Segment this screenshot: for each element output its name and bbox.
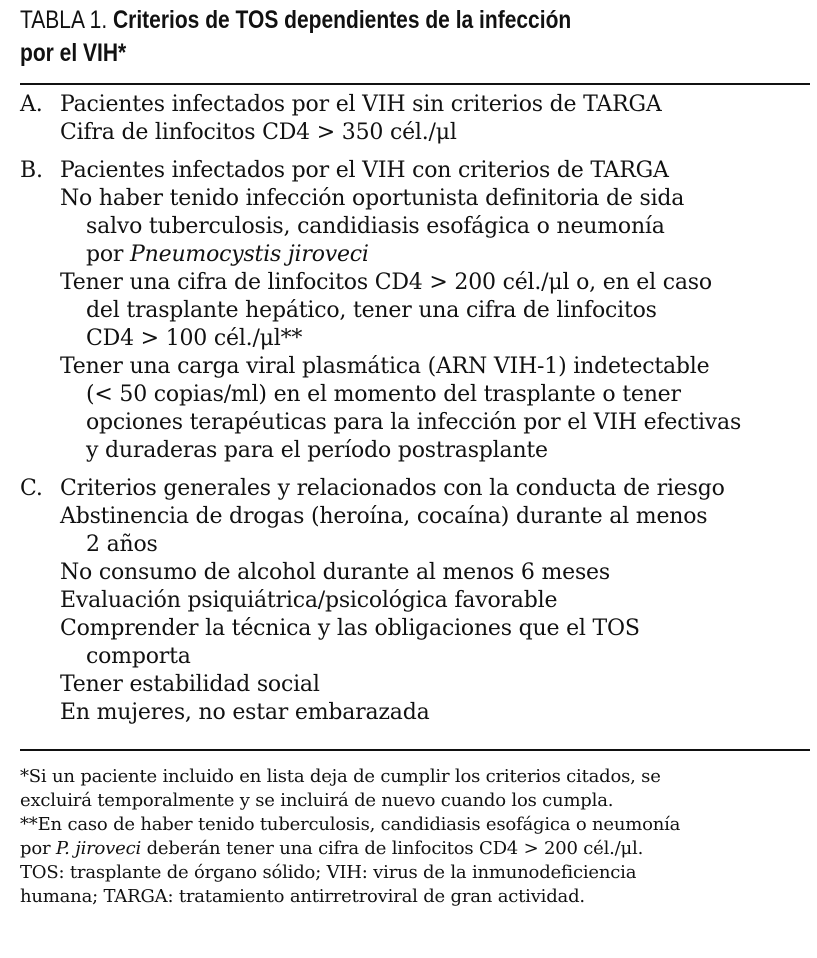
footnote-2-line2 — [20, 837, 810, 861]
section-a — [20, 91, 810, 147]
footnote-1-line1: *Si un paciente incluido en lista deja de cumplir los criterios citados, se — [20, 766, 661, 787]
item-line: CD4 > 100 cél./μl** — [86, 326, 303, 351]
section-c — [20, 475, 810, 727]
item-text: Evaluación psiquiátrica/psicológica favorable — [60, 588, 558, 613]
item-line: opciones terapéuticas para la infección por el VIH efectivas — [86, 410, 742, 435]
table-document — [20, 4, 810, 909]
footnote-2-post: deberán tener una cifra de linfocitos CD4 > 200 cél./μl. — [141, 838, 644, 859]
bottom-rule — [20, 749, 810, 751]
item-text: No consumo de alcohol durante al menos 6 meses — [60, 560, 610, 585]
item-line: Comprender la técnica y las obligaciones que el TOS — [60, 616, 640, 641]
table-title — [20, 4, 810, 70]
section-a-item-1 — [20, 119, 810, 147]
section-b-heading: Pacientes infectados por el VIH con criterios de TARGA — [60, 158, 669, 183]
section-b-item-2 — [20, 269, 810, 353]
item-line: salvo tuberculosis, candidiasis esofágica o neumonía — [86, 214, 665, 239]
item-line: y duraderas para el período postrasplante — [86, 438, 548, 463]
table-label: TABLA 1. — [20, 6, 108, 34]
item-text: Tener estabilidad social — [60, 672, 320, 697]
item-line: No haber tenido infección oportunista definitoria de sida — [60, 186, 685, 211]
footnote-2-species: P. jiroveci — [55, 838, 142, 859]
item-line: (< 50 copias/ml) en el momento del trasplante o tener — [86, 382, 681, 407]
top-rule — [20, 83, 810, 85]
abbreviations-line2: humana; TARGA: tratamiento antirretroviral de gran actividad. — [20, 886, 585, 907]
section-c-item-2 — [20, 559, 810, 587]
item-line: por — [86, 242, 131, 267]
table-title-line1: Criterios de TOS dependientes de la infección — [113, 6, 572, 34]
section-c-item-6 — [20, 699, 810, 727]
section-a-header — [20, 91, 810, 119]
footnote-2-pre: por — [20, 838, 56, 859]
item-line: comporta — [86, 644, 191, 669]
section-c-item-4 — [20, 615, 810, 671]
section-b-item-3 — [20, 353, 810, 465]
item-text: Cifra de linfocitos CD4 > 350 cél./μl — [60, 120, 457, 145]
item-line: Tener una cifra de linfocitos CD4 > 200 cél./μl o, en el caso — [60, 270, 712, 295]
section-c-item-5 — [20, 671, 810, 699]
section-b-item-1 — [20, 185, 810, 269]
criteria-list — [20, 91, 810, 727]
item-line: Abstinencia de drogas (heroína, cocaína) durante al menos — [60, 504, 708, 529]
item-line: 2 años — [86, 532, 158, 557]
section-a-letter: A. — [20, 92, 43, 117]
table-title-line2: por el VIH* — [20, 39, 127, 67]
footnote-1-line2: excluirá temporalmente y se incluirá de nuevo cuando los cumpla. — [20, 790, 614, 811]
section-c-heading: Criterios generales y relacionados con la conducta de riesgo — [60, 476, 725, 501]
abbreviations-line1: TOS: trasplante de órgano sólido; VIH: virus de la inmunodeficiencia — [20, 862, 637, 883]
section-b — [20, 157, 810, 465]
section-c-item-3 — [20, 587, 810, 615]
section-c-letter: C. — [20, 476, 43, 501]
species-name: Pneumocystis jiroveci — [130, 242, 369, 267]
section-c-item-1 — [20, 503, 810, 559]
section-a-heading: Pacientes infectados por el VIH sin criterios de TARGA — [60, 92, 662, 117]
footnote-2-line1: **En caso de haber tenido tuberculosis, candidiasis esofágica o neumonía — [20, 814, 681, 835]
section-b-header — [20, 157, 810, 185]
footnotes — [20, 765, 810, 909]
item-line: del trasplante hepático, tener una cifra de linfocitos — [86, 298, 657, 323]
section-b-letter: B. — [20, 158, 43, 183]
item-text: En mujeres, no estar embarazada — [60, 700, 430, 725]
section-c-header — [20, 475, 810, 503]
item-line: Tener una carga viral plasmática (ARN VIH-1) indetectable — [60, 354, 710, 379]
